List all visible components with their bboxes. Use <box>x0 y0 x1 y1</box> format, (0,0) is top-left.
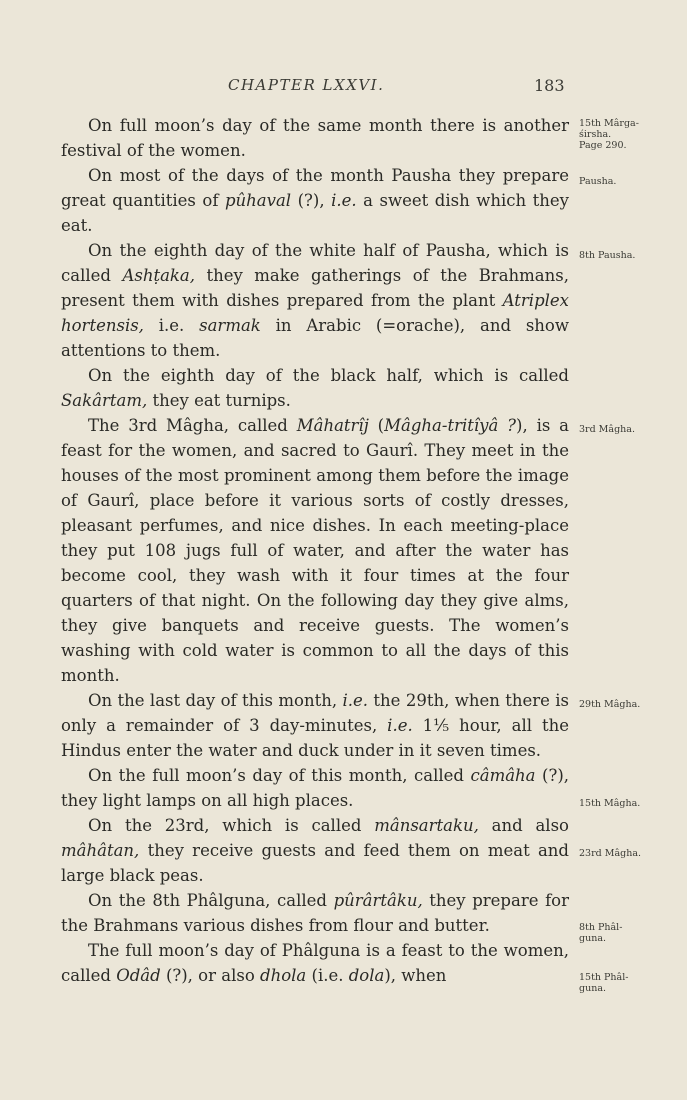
margin-note-15th-margasirsha: 15th Mârga- śirsha. Page 290. <box>579 118 639 151</box>
text-run: a sweet dish which they eat. <box>61 191 569 235</box>
text-run: ), is a feast for the women, and sacred to Gaurî. They meet in the houses of the most prominent among them before the image of Gaurî, place before it various sorts of costly dresses, pleasant perfumes, and nice dishes. In each meeting-place they put 108 jugs full of water, and after the water has become cool, they wash with it four times at the four quarters of that night. On the following day they give alms, they give banquets and receive guests. The women’s washing with cold water is common to all the days of this month. <box>61 416 569 685</box>
body-text <box>61 113 569 988</box>
text-run: On the 23rd, which is called <box>88 816 375 835</box>
text-run: On the eighth day of the white half of Pausha, which is called <box>61 241 569 285</box>
italic-term: pûrârtâku, <box>333 891 423 910</box>
paragraph <box>61 763 569 813</box>
paragraph <box>61 163 569 238</box>
paragraph <box>61 688 569 763</box>
margin-note-8th-phalguna: 8th Phâl- guna. <box>579 922 623 944</box>
text-run: The full moon’s day of Phâlguna is a feast to the women, called <box>61 941 569 985</box>
text-run: (i.e. <box>306 966 349 985</box>
italic-term: mânsartaku, <box>374 816 479 835</box>
page-number: 183 <box>534 76 565 95</box>
text-run: On the full moon’s day of this month, called <box>88 766 471 785</box>
italic-term: Atriplex hortensis, <box>61 291 569 335</box>
paragraph <box>61 888 569 938</box>
text-run: they prepare for the Brahmans various dishes from flour and butter. <box>61 891 569 935</box>
paragraph <box>61 113 569 163</box>
page-header <box>0 76 687 100</box>
italic-term: Mâhatrîj <box>296 416 369 435</box>
italic-term: i.e. <box>342 691 369 710</box>
text-run: 1⅕ hour, all the Hindus enter the water and duck under in it seven times. <box>61 716 569 760</box>
italic-term: Odâd <box>116 966 161 985</box>
paragraph <box>61 238 569 363</box>
margin-note-23rd-magha: 23rd Mâgha. <box>579 848 642 859</box>
text-run: (?), <box>291 191 332 210</box>
running-title: CHAPTER LXXVI. <box>228 76 385 94</box>
italic-term: i.e. <box>331 191 357 210</box>
italic-term: Ashṭaka, <box>122 266 195 285</box>
text-run: they eat turnips. <box>147 391 291 410</box>
italic-term: mâhâtan, <box>61 841 140 860</box>
text-run: On most of the days of the month Pausha they prepare great quantities of <box>61 166 569 210</box>
italic-term: dhola <box>260 966 307 985</box>
margin-note-29th-magha: 29th Mâgha. <box>579 699 641 710</box>
margin-note-3rd-magha: 3rd Mâgha. <box>579 424 635 435</box>
italic-term: sarmak <box>199 316 261 335</box>
text-run: they make gatherings of the Brahmans, present them with dishes prepared from the plant <box>61 266 569 310</box>
italic-term: pûhaval <box>224 191 292 210</box>
text-run: in Arabic (=orache), and show attentions to them. <box>61 316 569 360</box>
italic-term: Mâgha-tritîyâ ? <box>384 416 517 435</box>
italic-term: Sakârtam, <box>61 391 148 410</box>
text-run: On the 8th Phâlguna, called <box>88 891 334 910</box>
paragraph <box>61 363 569 413</box>
text-run: (?), or also <box>160 966 261 985</box>
text-run: ( <box>368 416 385 435</box>
text-run: On the eighth day of the black half, which is called <box>88 366 569 385</box>
text-run: The 3rd Mâgha, called <box>88 416 297 435</box>
margin-note-8th-pausha: 8th Pausha. <box>579 250 636 261</box>
margin-note-15th-magha: 15th Mâgha. <box>579 798 641 809</box>
italic-term: câmâha <box>470 766 536 785</box>
text-run: On full moon’s day of the same month there is another festival of the women. <box>61 116 569 160</box>
margin-note-pausha: Pausha. <box>579 176 617 187</box>
text-run: i.e. <box>143 316 200 335</box>
text-run: the 29th, when there is only a remainder of 3 day-minutes, <box>61 691 570 735</box>
margin-note-15th-phalguna: 15th Phâl- guna. <box>579 972 629 994</box>
paragraph <box>61 813 569 888</box>
text-run: On the last day of this month, <box>88 691 343 710</box>
text-run: and also <box>478 816 569 835</box>
paragraph <box>61 413 569 688</box>
italic-term: dola <box>348 966 385 985</box>
text-run: (?), they light lamps on all high places. <box>61 766 570 810</box>
paragraph <box>61 938 569 988</box>
text-run: they receive guests and feed them on meat and large black peas. <box>61 841 569 885</box>
text-run: ), when <box>384 966 447 985</box>
italic-term: i.e. <box>387 716 413 735</box>
